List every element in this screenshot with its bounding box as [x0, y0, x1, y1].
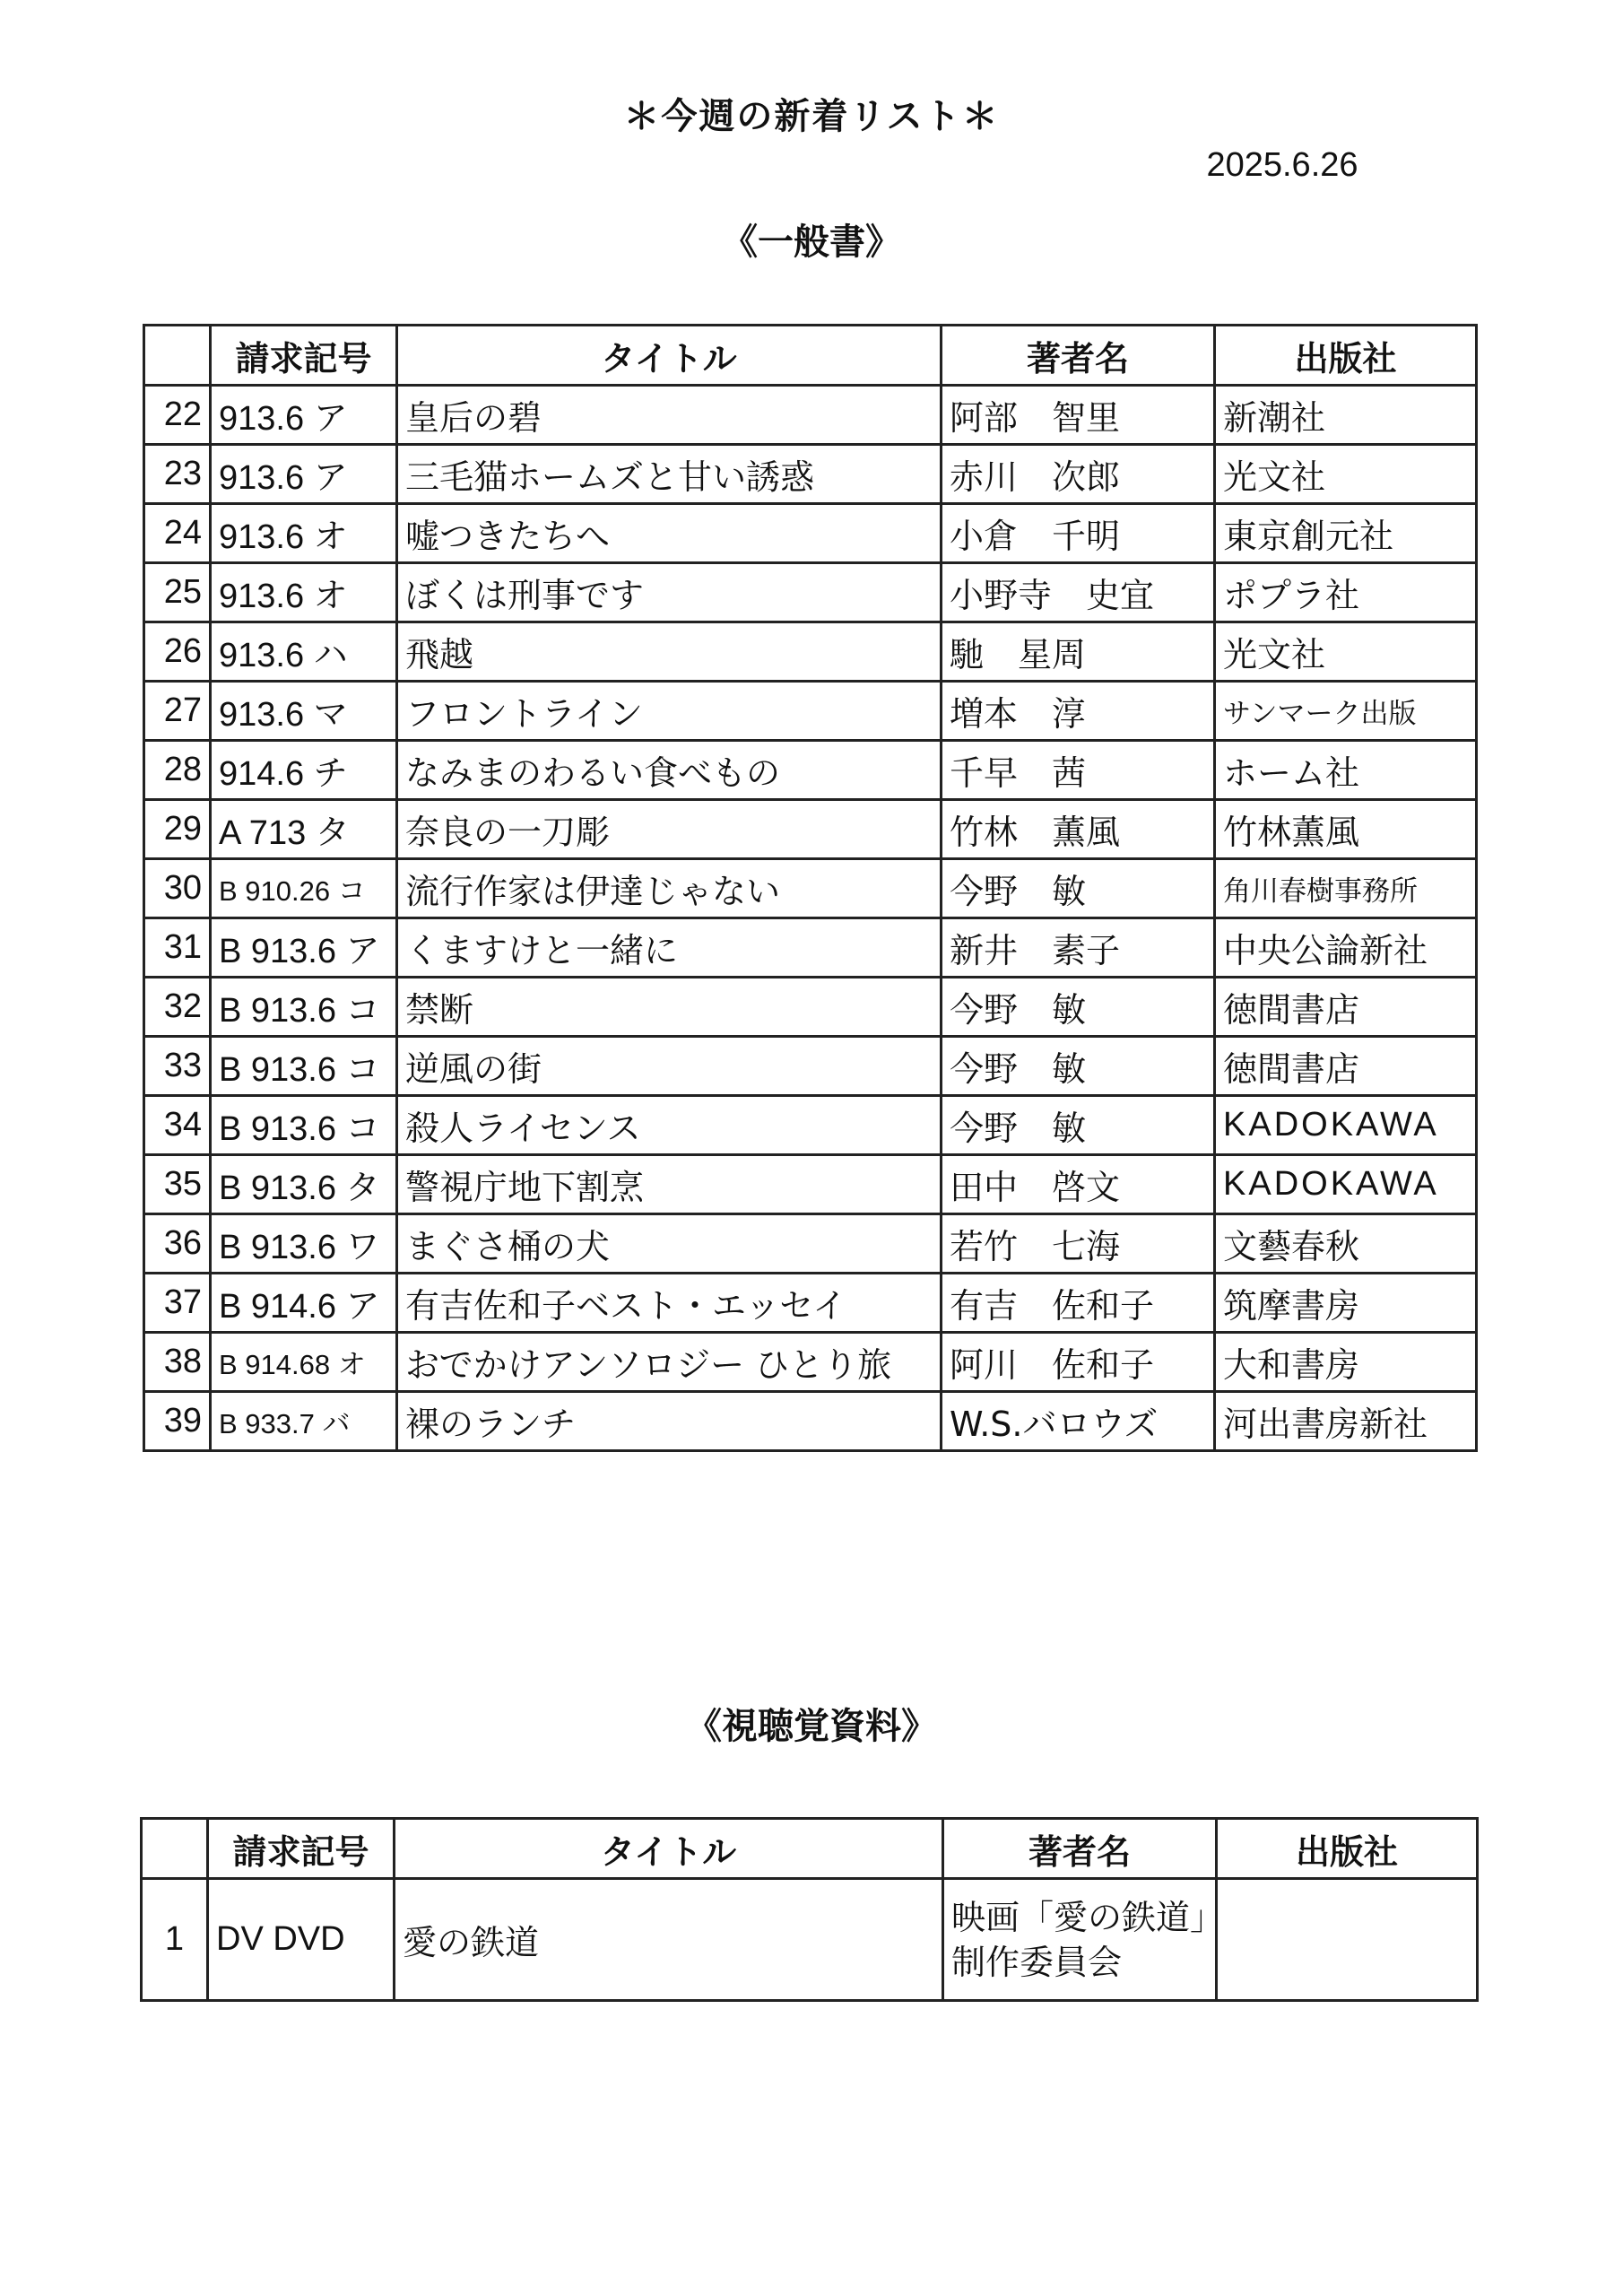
- row-number: 26: [144, 622, 211, 682]
- call-number: B 914.68 オ: [211, 1333, 397, 1392]
- row-number: 37: [144, 1274, 211, 1333]
- column-header-number: [142, 1819, 208, 1879]
- row-number: 28: [144, 741, 211, 800]
- media-title: 愛の鉄道: [395, 1879, 943, 2001]
- table-row: [144, 978, 1477, 1037]
- author-name: 若竹 七海: [942, 1214, 1215, 1274]
- publisher-name: ホーム社: [1215, 741, 1477, 800]
- publisher-name: サンマーク出版: [1215, 682, 1477, 741]
- author-name: 阿川 佐和子: [942, 1333, 1215, 1392]
- row-number: 1: [142, 1879, 208, 2001]
- publisher-name: 文藝春秋: [1215, 1214, 1477, 1274]
- call-number: 914.6 チ: [211, 741, 397, 800]
- author-name: 増本 淳: [942, 682, 1215, 741]
- row-number: 34: [144, 1096, 211, 1155]
- book-title: 警視庁地下割烹: [397, 1155, 942, 1214]
- table-header-row: [142, 1819, 1478, 1879]
- list-date: 2025.6.26: [1206, 146, 1358, 184]
- call-number: B 910.26 コ: [211, 859, 397, 918]
- table-row: [144, 1274, 1477, 1333]
- call-number: B 913.6 コ: [211, 1096, 397, 1155]
- call-number: B 913.6 ア: [211, 918, 397, 978]
- call-number: B 913.6 ワ: [211, 1214, 397, 1274]
- row-number: 35: [144, 1155, 211, 1214]
- publisher-name: [1217, 1879, 1478, 2001]
- row-number: 24: [144, 504, 211, 563]
- publisher-name: 中央公論新社: [1215, 918, 1477, 978]
- author-name: 阿部 智里: [942, 386, 1215, 445]
- row-number: 25: [144, 563, 211, 622]
- author-name: 今野 敏: [942, 1096, 1215, 1155]
- author-name: 今野 敏: [942, 1037, 1215, 1096]
- column-header-publisher: 出版社: [1215, 326, 1477, 386]
- column-header-publisher: 出版社: [1217, 1819, 1478, 1879]
- column-header-author: 著者名: [942, 326, 1215, 386]
- column-header-call-number: 請求記号: [208, 1819, 395, 1879]
- row-number: 32: [144, 978, 211, 1037]
- call-number: 913.6 オ: [211, 563, 397, 622]
- table-row: [144, 800, 1477, 859]
- general-books-heading: 《一般書》: [722, 222, 901, 263]
- book-title: 飛越: [397, 622, 942, 682]
- call-number: 913.6 マ: [211, 682, 397, 741]
- publisher-name: 徳間書店: [1215, 1037, 1477, 1096]
- table-row: [144, 1155, 1477, 1214]
- call-number: 913.6 ア: [211, 445, 397, 504]
- publisher-name: 光文社: [1215, 445, 1477, 504]
- author-name: W.S.バロウズ: [942, 1392, 1215, 1451]
- row-number: 31: [144, 918, 211, 978]
- row-number: 38: [144, 1333, 211, 1392]
- publisher-name: KADOKAWA: [1215, 1155, 1477, 1214]
- row-number: 29: [144, 800, 211, 859]
- publisher-name: 徳間書店: [1215, 978, 1477, 1037]
- author-name: 馳 星周: [942, 622, 1215, 682]
- author-name: 赤川 次郎: [942, 445, 1215, 504]
- publisher-name: 角川春樹事務所: [1215, 859, 1477, 918]
- book-title: 三毛猫ホームズと甘い誘惑: [397, 445, 942, 504]
- publisher-name: 光文社: [1215, 622, 1477, 682]
- book-title: 有吉佐和子ベスト・エッセイ: [397, 1274, 942, 1333]
- row-number: 22: [144, 386, 211, 445]
- author-name: 新井 素子: [942, 918, 1215, 978]
- author-name: 小倉 千明: [942, 504, 1215, 563]
- column-header-title: タイトル: [397, 326, 942, 386]
- row-number: 23: [144, 445, 211, 504]
- book-title: くますけと一緒に: [397, 918, 942, 978]
- table-row: [144, 918, 1477, 978]
- book-title: 裸のランチ: [397, 1392, 942, 1451]
- row-number: 33: [144, 1037, 211, 1096]
- call-number: B 914.6 ア: [211, 1274, 397, 1333]
- book-title: ぼくは刑事です: [397, 563, 942, 622]
- book-title: おでかけアンソロジー ひとり旅: [397, 1333, 942, 1392]
- book-title: 嘘つきたちへ: [397, 504, 942, 563]
- author-name: 映画「愛の鉄道」制作委員会: [943, 1879, 1217, 2001]
- author-name: 田中 啓文: [942, 1155, 1215, 1214]
- table-row: [144, 1214, 1477, 1274]
- publisher-name: 東京創元社: [1215, 504, 1477, 563]
- table-row: [144, 563, 1477, 622]
- general-books-table: [143, 324, 1478, 1452]
- row-number: 36: [144, 1214, 211, 1274]
- table-row: [144, 859, 1477, 918]
- table-row: [142, 1879, 1478, 2001]
- call-number: B 913.6 コ: [211, 978, 397, 1037]
- table-row: [144, 682, 1477, 741]
- table-row: [144, 622, 1477, 682]
- author-name: 千早 茜: [942, 741, 1215, 800]
- book-title: 皇后の碧: [397, 386, 942, 445]
- table-row: [144, 1096, 1477, 1155]
- publisher-name: 新潮社: [1215, 386, 1477, 445]
- publisher-name: KADOKAWA: [1215, 1096, 1477, 1155]
- column-header-title: タイトル: [395, 1819, 943, 1879]
- table-row: [144, 1392, 1477, 1451]
- call-number: 913.6 ア: [211, 386, 397, 445]
- author-name: 今野 敏: [942, 859, 1215, 918]
- call-number: B 913.6 コ: [211, 1037, 397, 1096]
- book-title: なみまのわるい食べもの: [397, 741, 942, 800]
- call-number: DV DVD: [208, 1879, 395, 2001]
- call-number: A 713 タ: [211, 800, 397, 859]
- call-number: 913.6 ハ: [211, 622, 397, 682]
- publisher-name: 大和書房: [1215, 1333, 1477, 1392]
- table-row: [144, 445, 1477, 504]
- row-number: 39: [144, 1392, 211, 1451]
- column-header-number: [144, 326, 211, 386]
- author-name: 小野寺 史宜: [942, 563, 1215, 622]
- audiovisual-heading: 《視聴覚資料》: [686, 1706, 937, 1747]
- table-row: [144, 1037, 1477, 1096]
- author-name: 有吉 佐和子: [942, 1274, 1215, 1333]
- call-number: 913.6 オ: [211, 504, 397, 563]
- publisher-name: 河出書房新社: [1215, 1392, 1477, 1451]
- table-row: [144, 1333, 1477, 1392]
- author-name: 今野 敏: [942, 978, 1215, 1037]
- table-row: [144, 504, 1477, 563]
- call-number: B 933.7 バ: [211, 1392, 397, 1451]
- call-number: B 913.6 タ: [211, 1155, 397, 1214]
- book-title: 流行作家は伊達じゃない: [397, 859, 942, 918]
- book-title: 奈良の一刀彫: [397, 800, 942, 859]
- column-header-author: 著者名: [943, 1819, 1217, 1879]
- audiovisual-table: [140, 1817, 1479, 2002]
- book-title: フロントライン: [397, 682, 942, 741]
- table-header-row: [144, 326, 1477, 386]
- book-title: 禁断: [397, 978, 942, 1037]
- publisher-name: 竹林薫風: [1215, 800, 1477, 859]
- book-title: まぐさ桶の犬: [397, 1214, 942, 1274]
- author-name: 竹林 薫風: [942, 800, 1215, 859]
- table-row: [144, 741, 1477, 800]
- column-header-call-number: 請求記号: [211, 326, 397, 386]
- publisher-name: ポプラ社: [1215, 563, 1477, 622]
- row-number: 30: [144, 859, 211, 918]
- row-number: 27: [144, 682, 211, 741]
- book-title: 逆風の街: [397, 1037, 942, 1096]
- book-title: 殺人ライセンス: [397, 1096, 942, 1155]
- page-title: ＊今週の新着リスト＊: [623, 96, 1000, 137]
- table-row: [144, 386, 1477, 445]
- publisher-name: 筑摩書房: [1215, 1274, 1477, 1333]
